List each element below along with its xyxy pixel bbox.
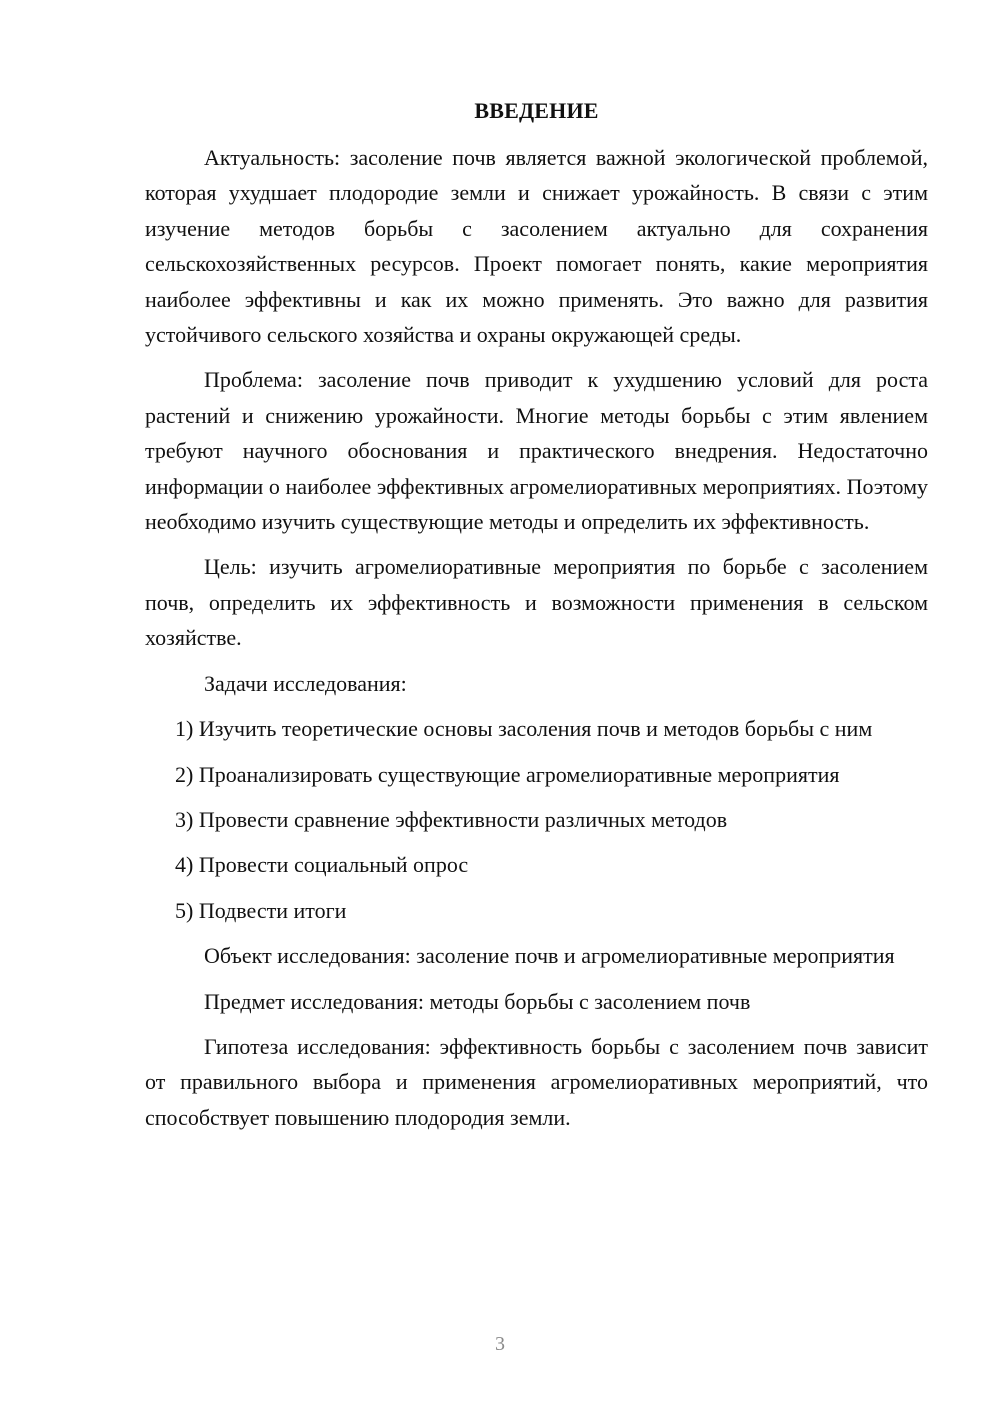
research-hypothesis: Гипотеза исследования: эффективность борьбы с засолением почв зависит от правильного выбора и применения агромелиоративных мероприятий, что способствует повышению плодородия земли. — [145, 1033, 928, 1130]
paragraph-problem: Проблема: засоление почв приводит к ухудшению условий для роста растений и снижению урожайности. Многие методы борьбы с этим явлением требуют научного обоснования и практического внедрения. Недостаточно информации о наиболее эффективных агромелиоративных мероприятиях. Поэтому необходимо изучить существующие методы и определить их эффективность. — [145, 367, 928, 535]
task-item: 4) Провести социальный опрос — [175, 852, 469, 878]
tasks-heading: Задачи исследования: — [204, 670, 407, 696]
paragraph-relevance: Актуальность: засоление почв является важной экологической проблемой, которая ухудшает плодородие земли и снижает урожайность. В связи с этим изучение методов борьбы с засолением актуально для сохранения сельскохозяйственных ресурсов. Проект помогает понять, какие мероприятия наиболее эффективны и как их можно применять. Это важно для развития устойчивого сельского хозяйства и охраны окружающей среды. — [145, 145, 928, 348]
task-item: 5) Подвести итоги — [175, 897, 347, 923]
paragraph-goal: Цель: изучить агромелиоративные мероприятия по борьбе с засолением почв, определить их эффективность и возможности применения в сельском хозяйстве. — [145, 554, 928, 651]
page-title: ВВЕДЕНИЕ — [474, 98, 599, 123]
task-item: 2) Проанализировать существующие агромелиоративные мероприятия — [175, 761, 840, 787]
task-item: 3) Провести сравнение эффективности различных методов — [175, 806, 728, 832]
research-object: Объект исследования: засоление почв и агромелиоративные мероприятия — [204, 943, 895, 969]
task-item: 1) Изучить теоретические основы засоления почв и методов борьбы с ним — [175, 716, 873, 742]
research-subject: Предмет исследования: методы борьбы с засолением почв — [204, 988, 751, 1014]
document-page — [145, 96, 928, 1145]
page-number: 3 — [495, 1333, 505, 1355]
